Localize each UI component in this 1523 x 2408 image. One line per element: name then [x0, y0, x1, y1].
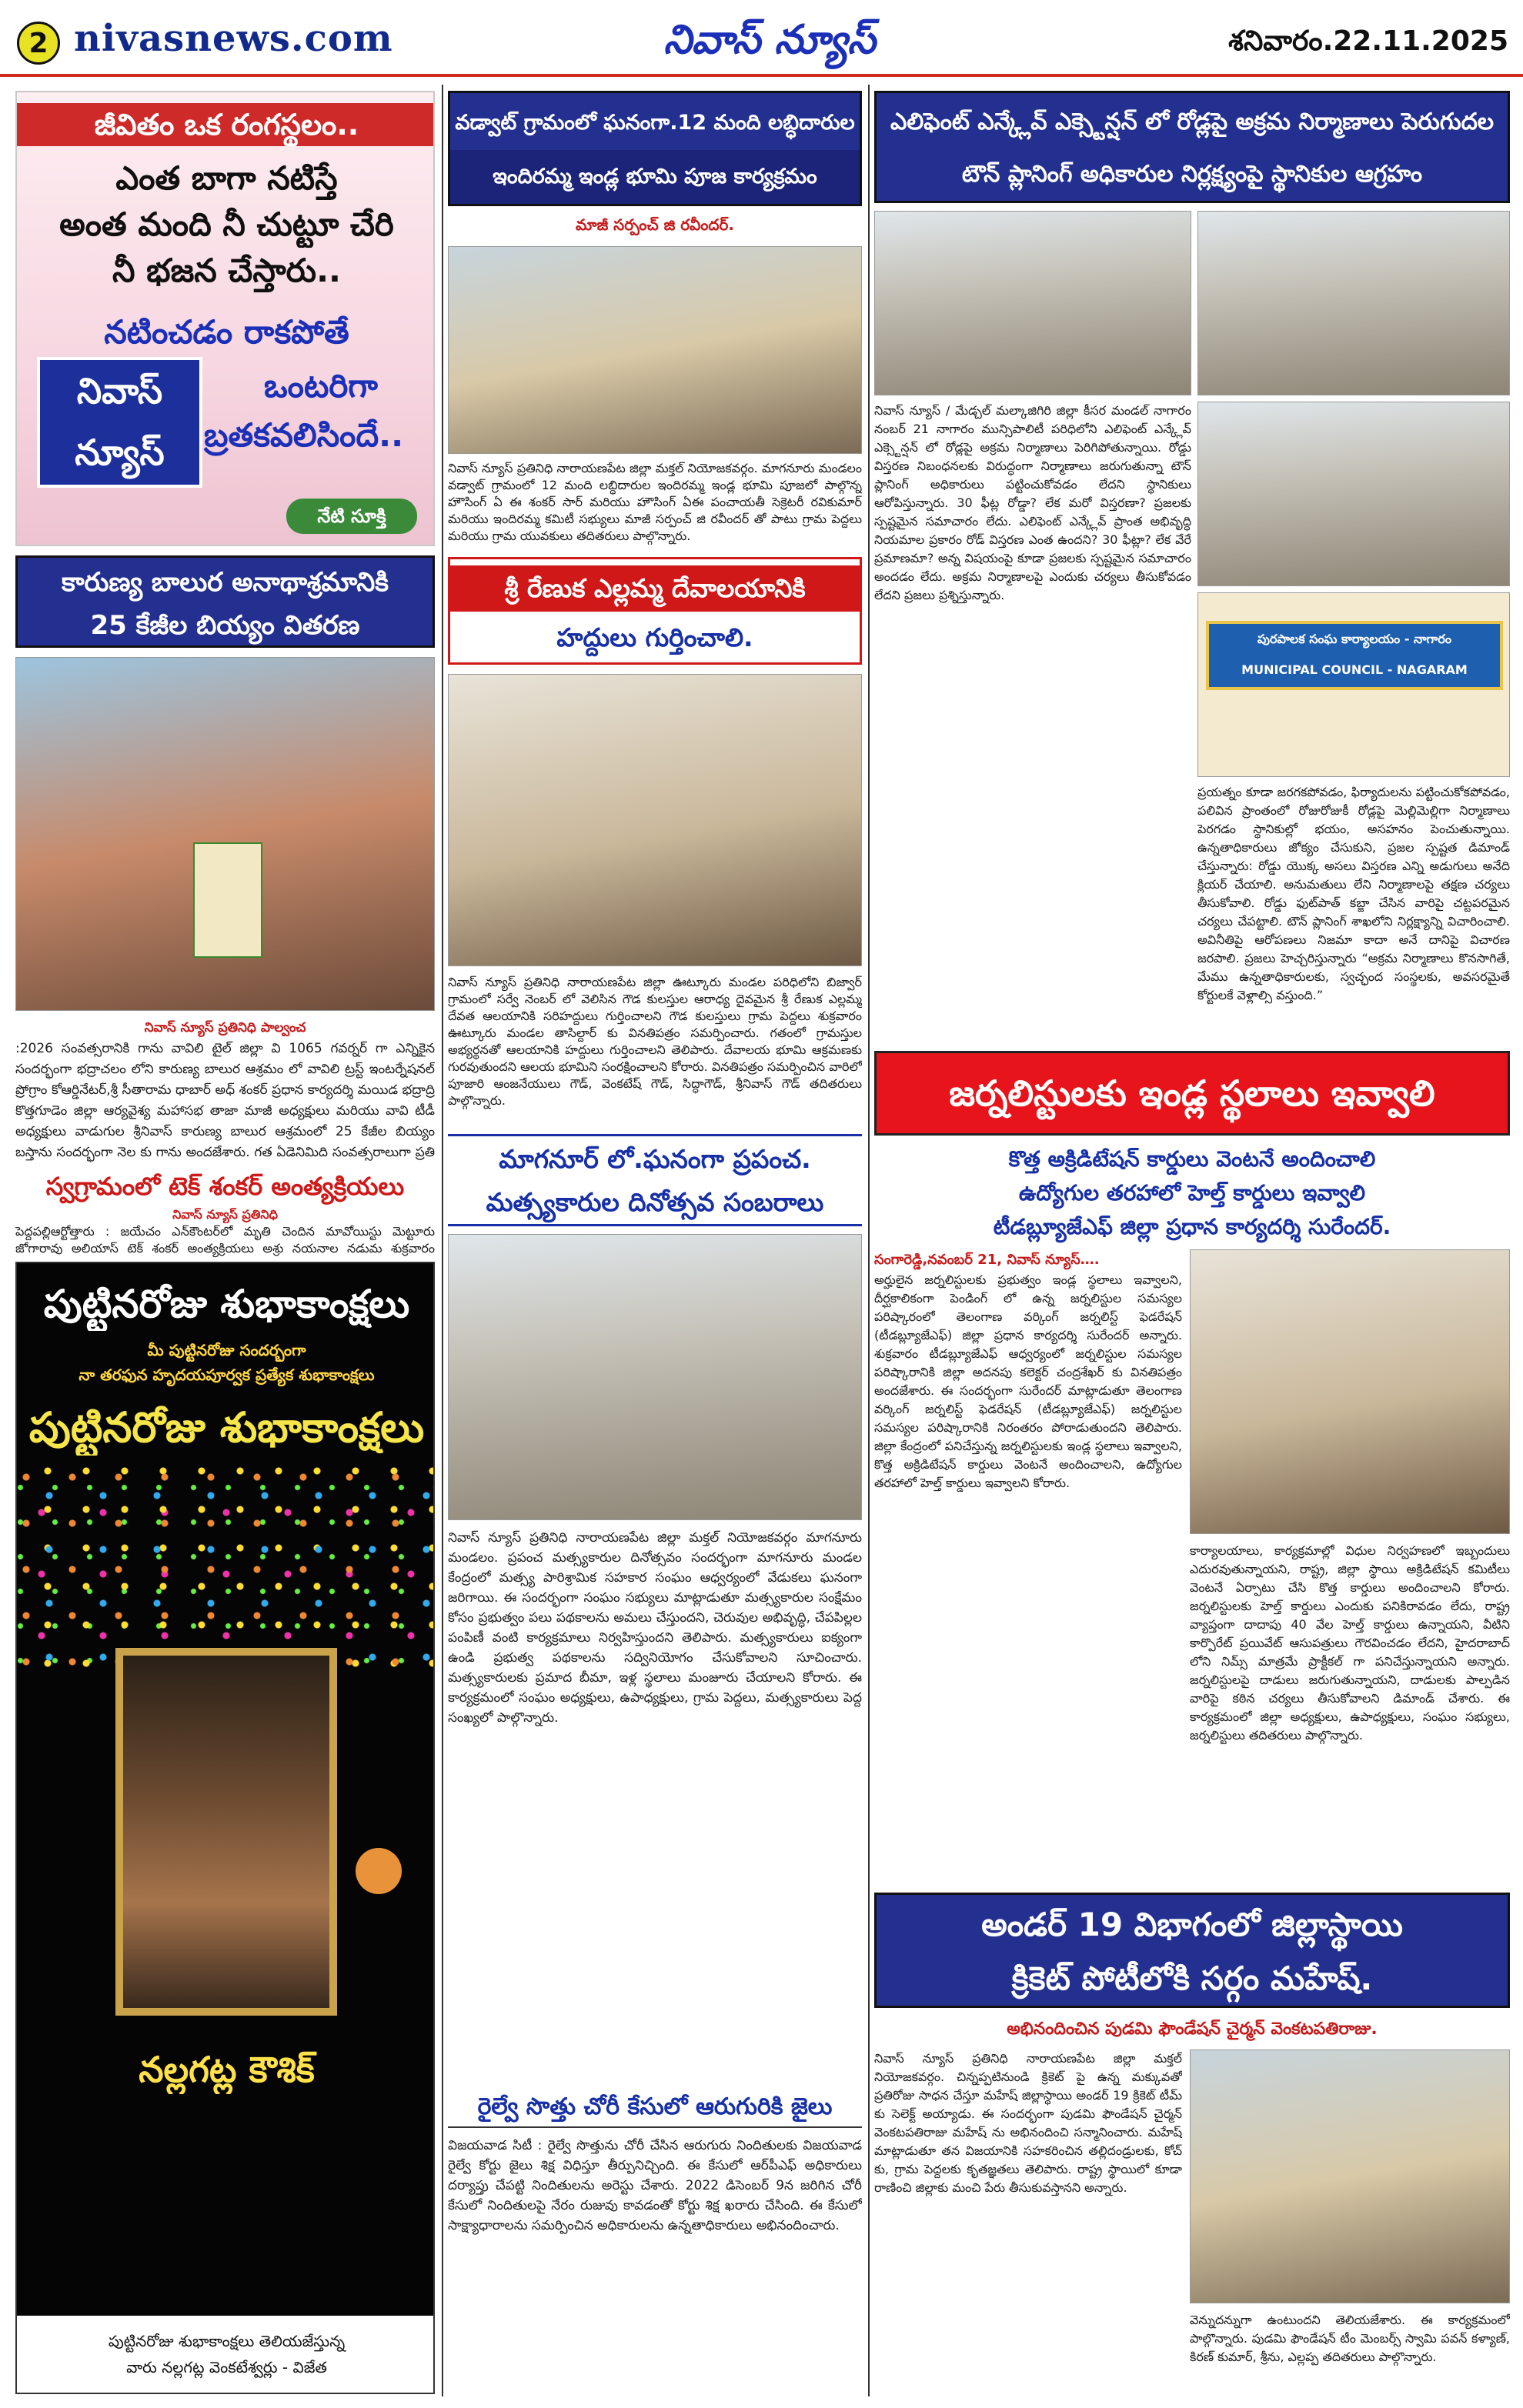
bhoomi-puja-body: నివాస్ న్యూస్ ప్రతినిధి నారాయణపేట జిల్లా మక్తల్ నియోజకవర్గం. మాగనూరు మండలం వడ్వాట్ గ్రామంలో 12 మంది లబ్ధిదారుల ఇందిరమ్మ ఇండ్ల భూమి పూజలో పాల్గొన్న హౌసింగ్ ఏ ఈ శంకర్ సార్ మరియు హౌసింగ్ ఏఈ పంచాయతీ సెక్రెటరీ రవికుమార్ మరియు ఇందిరమ్మ కమిటీ సభ్యులు మాజీ సర్పంచ్ జి రవీందర్ తో పాటు గ్రామ పెద్దలు మరియు గ్రామ యువకులు తదితరులు పాల్గొన్నారు.	[448, 461, 862, 543]
encroachment-construction-photo	[1197, 211, 1510, 395]
cricket-subheadline: అభినందించిన పుడమి ఫౌండేషన్ చైర్మన్ వెంకటపతిరాజు.	[1007, 2019, 1378, 2039]
temple-petition-photo	[448, 674, 862, 966]
headline-line: మాగనూర్ లో.ఘనంగా ప్రపంచ.	[499, 1144, 811, 1174]
birthday-subtitle: మీ పుట్టినరోజు సందర్భంగా	[147, 1341, 306, 1359]
headline-line: కారుణ్య బాలుర అనాథాశ్రమానికి	[62, 567, 389, 598]
fishermen-celebration-photo	[448, 1234, 862, 1520]
bhoomi-puja-photo	[448, 246, 862, 454]
issue-date: శనివారం.22.11.2025	[1228, 25, 1508, 57]
nivas-news-logo	[37, 357, 202, 488]
cricket-body-right: వెన్నుదన్నుగా ఉంటుందని తెలియజేశారు. ఈ కార్యక్రమంలో పాల్గొన్నారు. పుడమి ఫౌండేషన్ టీం మెంబర్స్ స్వామి పవన్ కళ్యాణ్, కిరణ్ కుమార్, శ్రీను, ఎల్లప్ప తదితరులు పాల్గొన్నారు.	[1190, 2313, 1510, 2364]
bhoomi-puja-credit: మాజీ సర్పంచ్ జి రవీందర్.	[576, 215, 734, 234]
journalists-body-right: కార్యాలయాలు, కార్యక్రమాల్లో విధుల నిర్వహణలో ఇబ్బందులు ఎదురవుతున్నాయని, రాష్ట్ర, జిల్లా స్థాయి అక్రిడిటేషన్ కమిటీలు వెంటనే ఏర్పాటు చేసి కొత్త కార్డులు అందించాలని కోరారు. జర్నలిస్టులకు హెల్త్ కార్డులు ఎందుకు పనికిరావడం లేదు, రాష్ట్ర వ్యాప్తంగా దాదాపు 40 వేల హెల్త్ కార్డులు ఉన్నాయని, వీటిని కార్పొరేట్ ప్రయివేట్ ఆసుపత్రులు గౌరవించడం లేదని, హైదరాబాద్ లోని నిమ్స్ మాత్రమే ప్రాక్టీకల్ గా పనిచేస్తున్నాయని అన్నారు. జర్నలిస్టులపై దాడులు జరుగుతున్నాయని, దాడులకు పాల్పడిన వారిపై కఠిన చర్యలు తీసుకోవాలని డిమాండ్ చేశారు. ఈ కార్యక్రమంలో జిల్లా అధ్యక్షులు, ఉపాధ్యక్షులు, సంఘం సభ్యులు, జర్నలిస్టులు తదితరులు పాల్గొన్నారు.	[1190, 1543, 1510, 1743]
quote-line: ఎంత బాగా నటిస్తే	[115, 159, 338, 197]
temple-body: నివాస్ న్యూస్ ప్రతినిధి నారాయణపేట జిల్లా ఊట్కూరు మండల పరిధిలోని బిజ్వార్ గ్రామంలో సర్వే నెంబర్ లో వెలిసిన గౌడ కులస్తుల ఆరాధ్య దైవమైన శ్రీ రేణుక ఎల్లమ్మ దేవత ఆలయానికి సరిహద్దులు గుర్తించాలని గౌడ కులస్తులు గ్రామ పెద్దలు శుక్రవారం ఊట్కూరు మండల తాసిల్దార్ కు వినతిపత్రం సమర్పించారు. గతంలో గ్రామస్తుల అభ్యర్థనతో ఆలయానికి హద్దులు గుర్తించాలని తెలిపారు. దేవాలయ భూమి ఆక్రమణకు గురవుతుందని ఆలయ భూమిని సంరక్షించాలని కోరారు. వినతిపత్రం సమర్పించిన వారిలో పూజారి ఆంజనేయులు గౌడ్, వెంకటేష్ గౌడ్, సిద్ధాగౌడ్, శ్రీనివాస్ గౌడ్ తదితరులు పాల్గొన్నారు.	[448, 975, 862, 1108]
quote-of-the-day-box	[15, 91, 435, 546]
birthday-title-secondary: పుట్టినరోజు శుభాకాంక్షలు	[28, 1403, 425, 1452]
encroachment-headline	[874, 91, 1510, 203]
headline-line: క్రికెట్ పోటీలోకి సర్గం మహేష్.	[1011, 1959, 1373, 1997]
birthday-footer	[17, 2316, 435, 2394]
funeral-headline: స్వగ్రామంలో టెక్ శంకర్ అంత్యక్రియలు	[45, 1172, 405, 1201]
headline-line: హద్దులు గుర్తించాలి.	[556, 622, 753, 652]
journalists-petition-photo	[1190, 1249, 1510, 1534]
encroachment-road-photo	[1197, 402, 1510, 586]
quote-line: ఒంటరిగా	[263, 367, 378, 405]
signboard-line: MUNICIPAL COUNCIL - NAGARAM	[1241, 662, 1468, 677]
birthday-title: పుట్టినరోజు శుభాకాంక్షలు	[43, 1282, 410, 1326]
rice-bag-image	[193, 842, 262, 958]
cricket-headline	[874, 1893, 1510, 2008]
masthead	[0, 0, 1523, 77]
footer-line: పుట్టినరోజు శుభాకాంక్షలు తెలియజేస్తున్న	[108, 2332, 346, 2350]
birthday-subtitle: నా తరఫున హృదయపూర్వక ప్రత్యేక శుభాకాంక్షలు	[78, 1366, 375, 1384]
encroachment-body-left: నివాస్ న్యూస్ / మేడ్చల్ మల్కాజిగిరి జిల్లా కీసర మండల్ నాగారం నంబర్ 21 నాగారం మున్సిపాలిటీ పరిధిలోని ఎలిఫెంట్ ఎన్క్లేవ్ ఎక్స్టెన్షన్ లో రోడ్లపై అక్రమ నిర్మాణాలు పెరిగిపోతున్నాయి. రోడ్డు విస్తరణ నిబంధనలకు విరుద్ధంగా నిర్మాణాలు జరుగుతున్నా టౌన్ ప్లానింగ్ అధికారులు పట్టించుకోవడం లేదని స్థానికులు ఆరోపిస్తున్నారు. 30 ఫీట్ల రోడ్డా? లేక మరో విస్తరణా? ప్రజలకు స్పష్టమైన సమాచారం లేదు. ఎలిఫెంట్ ఎన్క్లేవ్ ప్రాంత అభివృద్ధి నియమాల ప్రకారం రోడ్ విస్తరణ ఎంత ఉందని? 30 ఫీట్లా? లేక వేరే ప్రమాణమా? అన్న విషయంపై కూడా ప్రజలకు స్పష్టమైన సమాచారం అందడం లేదు. అక్రమ నిర్మాణాలపై ఎందుకు చర్యలు తీసుకోవడం లేదని ప్రజలు ప్రశ్నిస్తున్నారు.	[874, 403, 1191, 602]
headline-line: 25 కేజీల బియ్యం వితరణ	[90, 610, 360, 641]
journalists-body-left: అర్హులైన జర్నలిస్టులకు ప్రభుత్వం ఇండ్ల స్థలాలు ఇవ్వాలని, దీర్ఘకాలికంగా పెండింగ్ లో ఉన్న జర్నలిస్టుల సమస్యల పరిష్కారంలో తెలంగాణ వర్కింగ్ జర్నలిస్ట్ ఫెడరేషన్ (టీడబ్ల్యూజేఎఫ్) జిల్లా ప్రధాన కార్యదర్శి సురేందర్ అన్నారు. శుక్రవారం టీడబ్ల్యూజేఎఫ్ ఆధ్వర్యంలో జర్నలిస్టుల సమస్యల పరిష్కారానికి జిల్లా అదనపు కలెక్టర్ చంద్రశేఖర్ కు వినతిపత్రం అందజేశారు. ఈ సందర్భంగా సురేందర్ మాట్లాడుతూ తెలంగాణ వర్కింగ్ జర్నలిస్ట్ ఫెడరేషన్ (టీడబ్ల్యూజేఎఫ్) జర్నలిస్టుల సమస్యల పరిష్కారానికి నిరంతరం పోరాడుతుందని తెలిపారు. జిల్లా కేంద్రంలో పనిచేస్తున్న జర్నలిస్టులకు ఇండ్ల స్థలాలు ఇవ్వాలని, కొత్త అక్రిడిటేషన్ కార్డులు వెంటనే అందించాలని, ఉద్యోగుల తరహాలో హెల్త్ కార్డులు ఇవ్వాలని కోరారు.	[874, 1272, 1182, 1490]
orphanage-credit: నివాస్ న్యూస్ ప్రతినిధి పాల్వంచ	[144, 1020, 306, 1036]
bhoomi-puja-headline	[448, 91, 862, 206]
birthday-person-name: నల్లగట్ల కౌశిక్	[139, 2049, 315, 2090]
temple-headline	[448, 557, 862, 665]
orphanage-body: :2026 సంవత్సరానికి గాను వావిలి టైల్ జిల్లా వి 1065 గవర్నర్ గా ఎన్నికైన సందర్భంగా భద్రాచలం లోని కారుణ్య బాలుర ఆశ్రమం లో వావిలి ట్రస్ట్ ఇంటర్నేషనల్ ప్రోగ్రాం కోఆర్డినేటర్,శ్రీ సీతారామ ధాబార్ అధ్ శంకర్ ప్రధాన కార్యదర్శి మయిడ భద్రాద్రి కొత్తగూడెం జిల్లా ఆర్యవైశ్య మహాసభ తాజా మాజీ అధ్యక్షులు మరియు వావి టీడీ అధ్యక్షులు వాడుగుల శ్రీనివాస్ కారుణ్య బాలుర ఆశ్రమంలో 25 కేజీల బియ్యం బస్తాను సందర్భంగా నెల కు గాను అందజేశారు. గత ఏడెనిమిది సంవత్సరాలుగా ప్రతి	[15, 1041, 435, 1160]
funeral-credit: నివాస్ న్యూస్ ప్రతినిధి	[172, 1207, 278, 1222]
newspaper-brand-logo: నివాస్ న్యూస్	[663, 17, 876, 63]
column-divider	[442, 85, 443, 2396]
logo-line: నివాస్	[76, 370, 163, 412]
fishermen-body: నివాస్ న్యూస్ ప్రతినిధి నారాయణపేట జిల్లా మక్తల్ నియోజకవర్గం మాగనూరు మండలం. ప్రపంచ మత్స్యకారుల దినోత్సవం సందర్భంగా మాగనూరు మండల కేంద్రంలో మత్స్య పారిశ్రామిక సహకార సంఘం ఆధ్వర్యంలో వేడుకలు ఘనంగా జరిగాయి. ఈ సందర్భంగా సంఘం సభ్యులు మాట్లాడుతూ మత్స్యకారుల సంక్షేమం కోసం ప్రభుత్వం పలు పథకాలను అమలు చేస్తుందని, చెరువుల అభివృద్ధి, చేపపిల్లల పంపిణీ వంటి కార్యక్రమాలు నిర్వహిస్తుందని తెలిపారు. మత్స్యకారులు ఐక్యంగా ఉండి ప్రభుత్వ పథకాలను సద్వినియోగం చేసుకోవాలని సూచించారు. మత్స్యకారులకు ప్రమాద బీమా, ఇళ్ల స్థలాలు మంజూరు చేయాలని కోరారు. ఈ కార్యక్రమంలో సంఘం అధ్యక్షులు, ఉపాధ్యక్షులు, గ్రామ పెద్దలు, మత్స్యకారులు పెద్ద సంఖ్యలో పాల్గొన్నారు.	[448, 1530, 862, 1726]
tiger-mascot-icon	[356, 1848, 402, 1894]
orphanage-children-photo	[15, 657, 435, 1011]
headline-line: అండర్ 19 విభాగంలో జిల్లాస్థాయి	[981, 1906, 1403, 1943]
column-divider	[868, 85, 870, 2396]
journalists-banner-headline: జర్నలిస్టులకు ఇండ్ల స్థలాలు ఇవ్వాలి	[874, 1051, 1510, 1136]
cricket-body-left: నివాస్ న్యూస్ ప్రతినిధి నారాయణపేట జిల్లా మక్తల్ నియోజకవర్గం. చిన్నప్పటినుండి క్రికెట్ పై ఉన్న మక్కువతో ప్రతిరోజు సాధన చేస్తూ మహేష్ జిల్లాస్థాయి అండర్ 19 క్రికెట్ టీమ్ కు సెలెక్ట్ అయ్యాడు. ఈ సందర్భంగా పుడమి ఫౌండేషన్ చైర్మన్ వెంకటపతిరాజు మహేష్ ను అభినందించి సన్మానించారు. మహేష్ మాట్లాడుతూ తన విజయానికి సహకరించిన తల్లిదండ్రులకు, కోచ్ కు, గ్రామ పెద్దలకు కృతజ్ఞతలు తెలిపారు. రాష్ట్ర స్థాయిలో కూడా రాణించి జిల్లాకు మంచి పేరు తీసుకువస్తానని అన్నారు.	[874, 2051, 1182, 2195]
headline-line: మత్స్యకారుల దినోత్సవ సంబరాలు	[486, 1187, 824, 1217]
headline-line: ఎలిఫెంట్ ఎన్క్లేవ్ ఎక్స్టెన్షన్ లో రోడ్లపై అక్రమ నిర్మాణాలు పెరుగుదల	[890, 108, 1495, 135]
quote-tag: నేటి సూక్తి	[286, 499, 417, 534]
orphanage-headline	[15, 555, 435, 648]
funeral-body: పెద్దపల్లిఆర్టోత్తారు : జయేచం ఎన్‌కౌంటర్‌లో మృతి చెందిన మావోయిస్టు మెట్టూరు జోగారావు అలియాస్ టెక్ శంకర్ అంత్యక్రియలు అశ్రు నయనాల నడుమ శుక్రవారం	[15, 1224, 435, 1256]
confetti-decoration	[17, 1463, 435, 1671]
journalists-subheadline: కొత్త అక్రిడిటేషన్ కార్డులు వెంటనే అందించాలి	[1008, 1146, 1376, 1172]
signboard-line: పురపాలక సంఘ కార్యాలయం - నాగారం	[1257, 632, 1452, 646]
encroachment-body-right: ప్రయత్నం కూడా జరగకపోవడం, ఫిర్యాదులను పట్టించుకోకపోవడం, పలివిన ప్రాంతంలో రోజురోజుకీ రోడ్లపై మెల్లిమెల్లిగా నిర్మాణాలు పెరగడం స్థానికుల్లో భయం, అసహనం పెంచుతున్నాయి. ఉన్నతాధికారులు జోక్యం చేసుకుని, ప్రజల స్పష్టత డిమాండ్ చేస్తున్నారు: రోడ్డు యొక్క అసలు విస్తరణ ఎన్ని అడుగులు అనేది క్లియర్ చేయాలి. అనుమతులు లేని నిర్మాణాలపై తక్షణ చర్యలు తీసుకోవాలి. రోడ్డు ఫుట్‌పాత్ కబ్జా చేసిన వారిపై చట్టపరమైన చర్యలు చేపట్టాలి. టౌన్ ప్లానింగ్ శాఖలోని నిర్లక్ష్యాన్ని విచారించాలి. అవినీతిపై ఆరోపణలు నిజమా కాదా అనే దానిపై విచారణ జరపాలి. ప్రజలు హెచ్చరిస్తున్నారు “అక్రమ నిర్మాణాలు కొనసాగితే, మేము ఉన్నతాధికారులకు, స్వచ్ఛంద సంస్థలకు, అవసరమైతే కోర్టులకే వెళ్లాల్సి వస్తుంది.”	[1197, 785, 1510, 1002]
logo-line: న్యూస్	[75, 432, 165, 473]
quote-line: జీవితం ఒక రంగస్థలం..	[17, 103, 435, 146]
site-url[interactable]: nivasnews.com	[74, 17, 393, 60]
journalists-subheadline: ఉద్యోగుల తరహాలో హెల్త్ కార్డులు ఇవ్వాలి	[1018, 1180, 1366, 1206]
birthday-greeting-ad	[15, 1262, 435, 2394]
page-number: 2	[17, 22, 60, 65]
headline-line: ఇందిరమ్మ ఇండ్ల భూమి పూజ కార్యక్రమం	[450, 150, 860, 204]
municipal-office-photo	[1197, 592, 1510, 777]
quote-line: నటించడం రాకపోతే	[104, 313, 349, 351]
quote-line: నీ భజన చేస్తారు..	[112, 252, 341, 289]
headline-line: వడ్వాట్ గ్రామంలో ఘనంగా.12 మంది లబ్ధిదారుల	[455, 111, 855, 135]
railway-headline: రైల్వే సొత్తు చోరీ కేసులో ఆరుగురికి జైలు	[448, 2088, 862, 2128]
journalists-dateline: సంగారెడ్డి,నవంబర్ 21, నివాస్ న్యూస్….	[874, 1252, 1100, 1268]
headline-line: శ్రీ రేణుక ఎల్లమ్మ దేవాలయానికి	[450, 565, 860, 612]
journalists-subheadline: టీడబ్ల్యూజేఎఫ్ జిల్లా ప్రధాన కార్యదర్శి సురేందర్.	[993, 1214, 1391, 1239]
encroachment-house-photo	[874, 211, 1191, 395]
footer-line: వారు నల్లగట్ల వెంకటేశ్వర్లు - విజేత	[126, 2358, 327, 2376]
headline-line: టౌన్ ప్లానింగ్ అధికారుల నిర్లక్ష్యంపై స్థానికుల ఆగ్రహం	[961, 161, 1423, 188]
railway-body: విజయవాడ సిటీ : రైల్వే సొత్తును చోరీ చేసిన ఆరుగురు నిందితులకు విజయవాడ రైల్వే కోర్టు జైలు శిక్ష విధిస్తూ తీర్పునిచ్చింది. ఈ కేసులో ఆర్‌పీఎఫ్ అధికారులు దర్యాప్తు చేపట్టి నిందితులను అరెస్టు చేశారు. 2022 డిసెంబర్ 9న జరిగిన చోరీ కేసులో నిందితులపై నేరం రుజువు కావడంతో కోర్టు శిక్ష ఖరారు చేసింది. ఈ కేసులో సాక్ష్యాధారాలను సమర్పించిన అధికారులను ఉన్నతాధికారులు అభినందించారు.	[448, 2138, 862, 2233]
quote-line: అంత మంది నీ చుట్టూ చేరి	[59, 205, 394, 243]
fishermen-headline	[448, 1134, 862, 1226]
quote-line: బ్రతకవలిసిందే..	[203, 416, 404, 454]
birthday-portrait-photo	[115, 1648, 337, 2016]
cricket-felicitation-photo	[1190, 2049, 1510, 2303]
municipal-signboard	[1206, 621, 1503, 690]
